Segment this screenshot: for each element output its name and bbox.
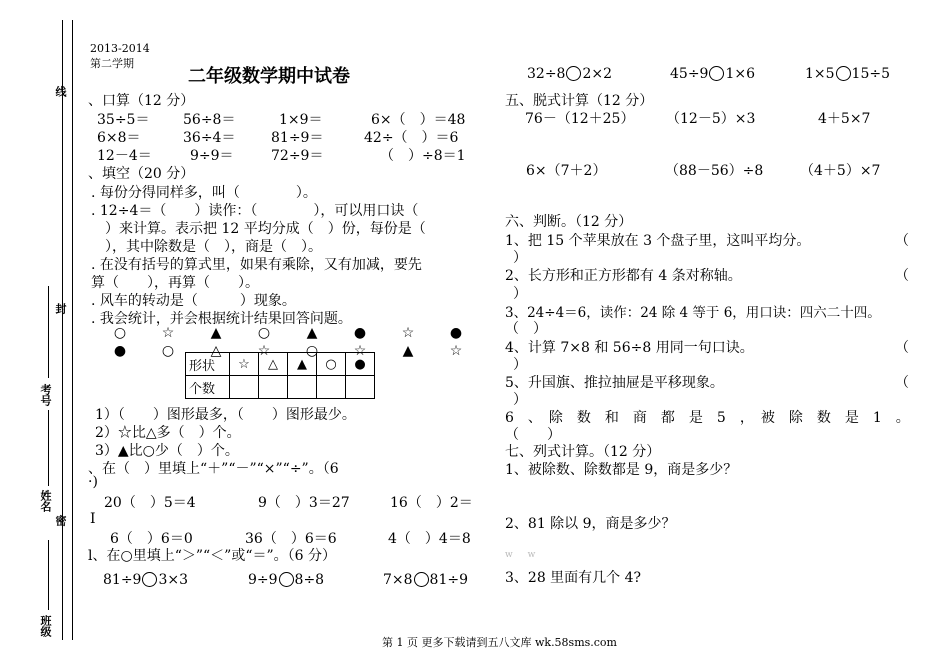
oral-item: 56÷8＝ (183, 112, 236, 128)
oral-item: 1×9＝ (279, 112, 323, 128)
compare-item (670, 66, 755, 82)
fill-line: 算（ ），再算（ ）。 (91, 275, 259, 291)
shape-symbol: ○ (161, 343, 175, 359)
stat-question: 3）▲比○少（ ）个。 (95, 443, 239, 459)
fill-line: . 在没有括号的算式里，如果有乘除，又有加减，要先 (91, 257, 422, 273)
margin-seal-label: 封 (54, 303, 67, 314)
judge-item: 2、长方形和正方形都有 4 条对称轴。 (505, 268, 742, 284)
ops-item: 4（ ）4＝8 (388, 531, 471, 547)
calc-item: （12－5）×3 (666, 111, 756, 127)
shape-symbol: ○ (257, 325, 271, 341)
oral-item: （ ）÷8＝1 (380, 148, 466, 164)
table-cell: 形状 (186, 353, 230, 376)
calc-item: 6×（7＋2） (526, 163, 607, 179)
fill-line: . 我会统计，并会根据统计结果回答问题。 (91, 311, 352, 327)
margin-exam-number-label: 考号 (39, 384, 52, 406)
fill-ops-instruction: 、在（ ）里填上“＋”“－”“×”“÷”。（6 (88, 461, 339, 477)
margin-line-label: 线 (54, 86, 67, 97)
compare-item (805, 66, 890, 82)
compare-item (383, 572, 468, 588)
section-7-title: 七、列式计算。（12 分） (505, 444, 661, 460)
judge-paren[interactable]: （ (895, 233, 909, 249)
binding-line-left (62, 20, 63, 640)
compare-circle-blank[interactable] (709, 66, 724, 81)
compare-item (103, 572, 188, 588)
ops-item: 20（ ）5＝4 (104, 495, 196, 511)
margin-name-label: 姓名 (39, 490, 52, 512)
count-input-cell[interactable] (230, 376, 259, 399)
fill-ops-instruction-cont: ·) (88, 474, 98, 490)
judge-paren[interactable]: （ (895, 375, 909, 391)
page-footer: 第 1 页 更多下载请到五八文库 wk.58sms.com (382, 636, 617, 649)
stat-question: 2）☆比△多（ ）个。 (95, 425, 241, 441)
compare-left: 1×5 (805, 66, 835, 82)
table-cell: ○ (317, 353, 346, 376)
shape-symbol: ▲ (210, 325, 222, 341)
ops-item: 36（ ）6＝6 (245, 531, 337, 547)
shape-symbol: △ (210, 343, 222, 359)
name-line (48, 410, 49, 486)
compare-left: 81÷9 (103, 572, 142, 588)
school-year: 2013-2014 (90, 42, 150, 55)
compare-right: 1×6 (725, 66, 755, 82)
section-5-title: 五、脱式计算（12 分） (505, 93, 654, 109)
oral-item: 36÷4＝ (183, 130, 236, 146)
calc-item: 4＋5×7 (818, 111, 871, 127)
shape-symbol: ○ (305, 343, 319, 359)
compare-left: 9÷9 (248, 572, 278, 588)
oral-item: 81÷9＝ (271, 130, 324, 146)
compare-left: 45÷9 (670, 66, 709, 82)
judge-paren[interactable]: （ (895, 340, 909, 356)
table-cell: △ (259, 353, 288, 376)
compare-right: 8÷8 (294, 572, 325, 588)
judge-paren[interactable]: （ (895, 268, 909, 284)
shape-symbol: ● (113, 343, 127, 359)
section-2-title: 、填空（20 分） (88, 166, 195, 182)
shape-symbol: ☆ (257, 343, 271, 359)
judge-paren-close[interactable]: （ ） (505, 321, 547, 337)
oral-item: 35÷5＝ (97, 112, 150, 128)
judge-paren-close: ） (513, 286, 527, 302)
oral-item: 42÷（ ）＝6 (364, 130, 459, 146)
oral-item: 6×8＝ (97, 130, 141, 146)
list-question: 2、81 除以 9，商是多少？ (505, 516, 676, 532)
calc-item: （88－56）÷8 (665, 163, 764, 179)
compare-right: 15÷5 (851, 66, 890, 82)
semester: 第二学期 (90, 57, 134, 70)
judge-paren-close: ） (513, 250, 527, 266)
faint-watermark: w w (505, 550, 542, 560)
table-row (186, 353, 375, 376)
list-question: 1、被除数、除数都是 9，商是多少？ (505, 462, 738, 478)
oral-item: 9÷9＝ (190, 148, 234, 164)
judge-paren-close: ） (513, 392, 527, 408)
compare-circle-blank[interactable] (142, 572, 157, 587)
shape-symbol: ☆ (353, 343, 367, 359)
shape-symbol: ☆ (401, 325, 415, 341)
calc-item: 76－（12＋25） (525, 111, 635, 127)
compare-right: 3×3 (158, 572, 188, 588)
binding-line-right (72, 20, 73, 640)
compare-left: 7×8 (383, 572, 413, 588)
margin-seal2-label: 密 (54, 515, 67, 526)
judge-paren-close[interactable]: （ ） (505, 427, 561, 443)
count-input-cell[interactable] (259, 376, 288, 399)
judge-item: 6 、 除 数 和 商 都 是 5 ， 被 除 数 是 1 。 (505, 410, 910, 426)
shape-symbol: ● (449, 325, 463, 341)
ops-item: 9（ ）3＝27 (258, 495, 350, 511)
section-6-title: 六、判断。（12 分） (505, 214, 633, 230)
compare-circle-blank[interactable] (279, 572, 294, 587)
compare-left: 32÷8 (527, 66, 566, 82)
table-cell: ● (346, 353, 375, 376)
count-input-cell[interactable] (288, 376, 317, 399)
count-input-cell[interactable] (317, 376, 346, 399)
statistics-table (185, 352, 375, 399)
fill-line: . 每份分得同样多，叫（ ）。 (91, 185, 317, 201)
oral-item: 72÷9＝ (271, 148, 324, 164)
judge-paren-close: ） (513, 357, 527, 373)
shape-symbol: ☆ (449, 343, 463, 359)
ops-item: 16（ ）2＝ (390, 495, 473, 511)
shape-symbol: ▲ (402, 343, 414, 359)
table-cell: ☆ (230, 353, 259, 376)
compare-item (527, 66, 612, 82)
count-input-cell[interactable] (346, 376, 375, 399)
compare-item (248, 572, 324, 588)
compare-right: 2×2 (582, 66, 612, 82)
calc-item: （4＋5）×7 (800, 163, 881, 179)
judge-item: 1、把 15 个苹果放在 3 个盘子里，这叫平均分。 (505, 233, 811, 249)
ops-item-cont: I (90, 511, 96, 527)
compare-circle-blank[interactable] (836, 66, 851, 81)
shape-symbol: ▲ (306, 325, 318, 341)
table-cell: ▲ (288, 353, 317, 376)
ops-item: 6（ ）6＝0 (110, 531, 193, 547)
fill-line: . 12÷4＝（ ）读作：（ ），可以用口诀（ (91, 203, 419, 219)
fill-line: ），其中除数是（ ），商是（ ）。 (91, 239, 322, 255)
oral-item: 6×（ ）＝48 (371, 112, 466, 128)
shape-row-1 (96, 325, 480, 341)
shape-symbol: ○ (113, 325, 127, 341)
stat-question: 1）（ ）图形最多，（ ）图形最少。 (95, 407, 356, 423)
compare-circle-blank[interactable] (414, 572, 429, 587)
class-line (48, 540, 49, 610)
margin-class-label: 班级 (39, 615, 52, 637)
compare-instruction: l、在○里填上“＞”“＜”或“＝”。（6 分） (88, 548, 336, 564)
judge-item: 5、升国旗、推拉抽屉是平移现象。 (505, 375, 724, 391)
shape-symbol: ☆ (161, 325, 175, 341)
table-cell: 个数 (186, 376, 230, 399)
fill-line: . 风车的转动是（ ）现象。 (91, 293, 296, 309)
table-row (186, 376, 375, 399)
judge-item: 4、计算 7×8 和 56÷8 用同一句口诀。 (505, 340, 754, 356)
judge-item: 3、24÷4＝6，读作：24 除 4 等于 6，用口诀：四六二十四。 (505, 305, 881, 321)
list-question: 3、28 里面有几个 4? (505, 570, 642, 586)
shape-symbol: ● (353, 325, 367, 341)
compare-right: 81÷9 (429, 572, 468, 588)
page-title: 二年级数学期中试卷 (188, 66, 350, 87)
compare-circle-blank[interactable] (566, 66, 581, 81)
fill-line: ）来计算。表示把 12 平均分成（ ）份，每份是（ (91, 221, 426, 237)
oral-item: 12－4＝ (97, 148, 152, 164)
section-1-title: 、口算（12 分） (88, 93, 195, 109)
exam-number-line (48, 286, 49, 378)
